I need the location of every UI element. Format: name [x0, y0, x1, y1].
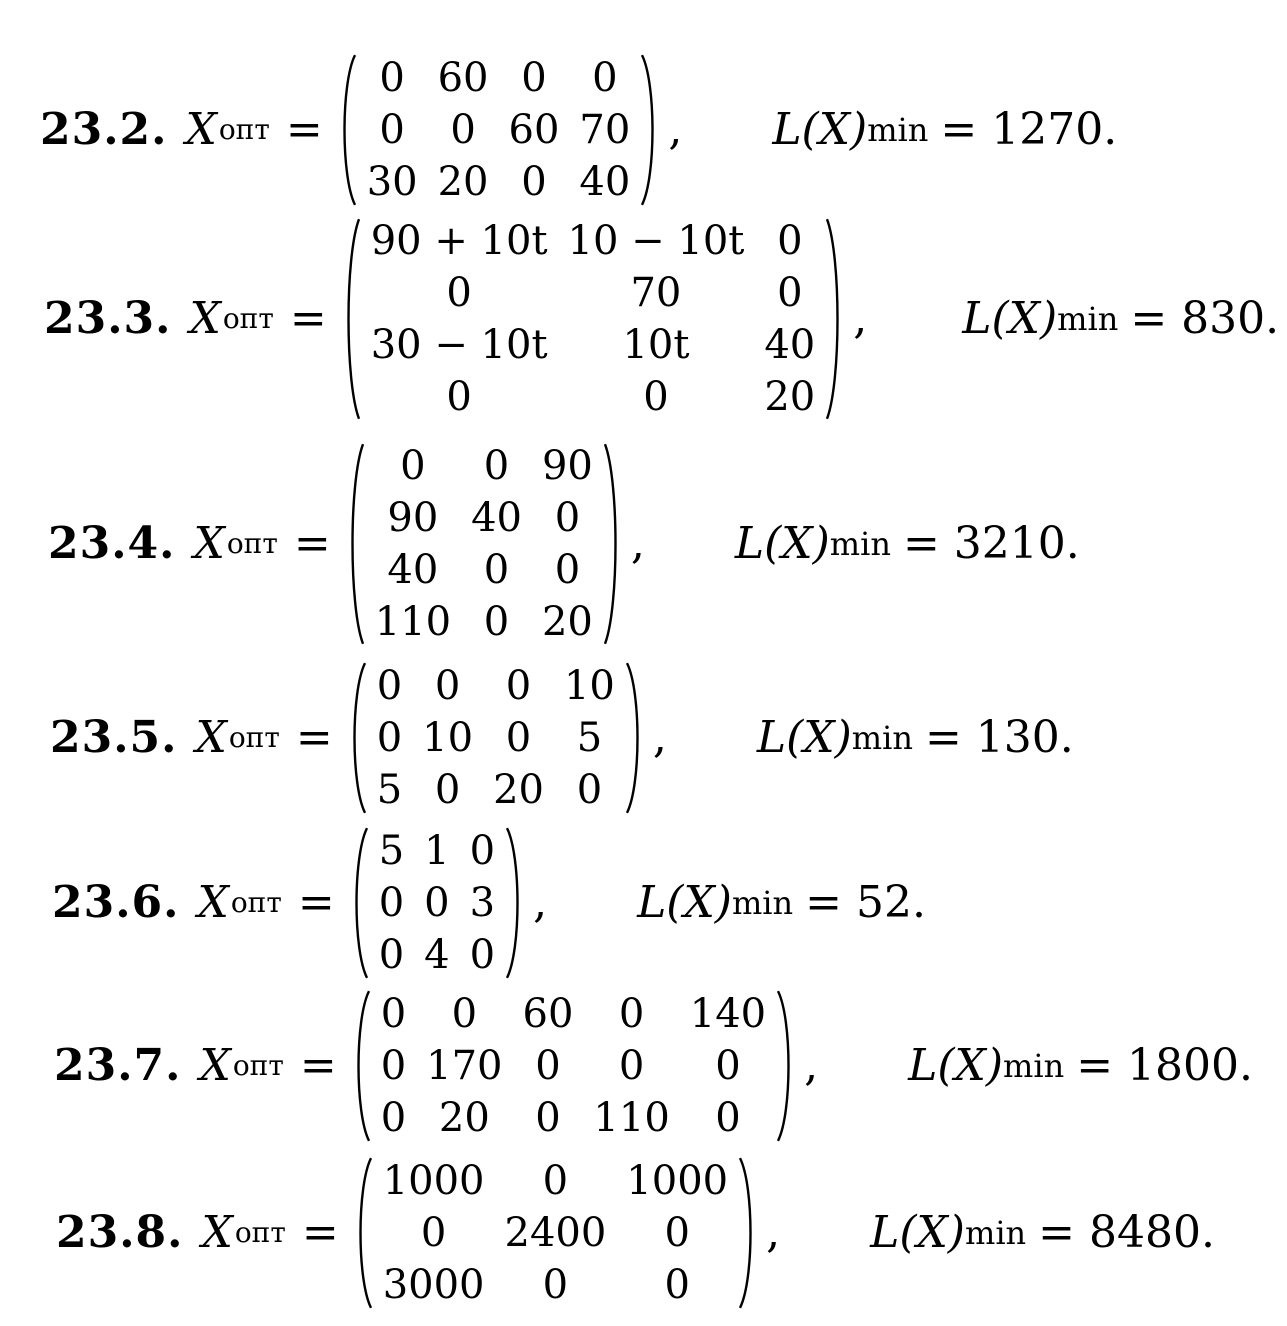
matrix-cell: 20 [541, 599, 593, 645]
matrix-cell: 0 [380, 991, 407, 1037]
subscript-opt: опт [218, 113, 270, 146]
answer-row [56, 1155, 1215, 1311]
right-paren-icon [738, 1155, 756, 1311]
equals-sign: = [289, 293, 327, 344]
matrix-cell: 0 [664, 1210, 690, 1256]
matrix-cell: 0 [400, 443, 426, 489]
left-paren-icon [353, 988, 371, 1144]
matrix-cell: 0 [521, 55, 547, 101]
matrix-cell: 0 [378, 932, 405, 978]
matrix-cell: 90 + 10t [370, 218, 548, 264]
matrix-cell: 30 [366, 159, 418, 205]
matrix-cell: 0 [535, 1043, 561, 1089]
matrix-cell: 0 [777, 218, 803, 264]
solution-matrix [339, 52, 659, 208]
matrix-cell: 90 [541, 443, 593, 489]
subscript-opt: опт [222, 302, 274, 335]
objective-value: = 3210. [902, 518, 1080, 569]
matrix-cell: 20 [764, 374, 816, 420]
answer-row [50, 660, 1074, 816]
matrix-cell: 0 [434, 663, 461, 709]
right-paren-icon [505, 825, 523, 981]
matrix-row [357, 104, 641, 156]
matrix-cells [361, 215, 826, 423]
matrix-cell: 0 [380, 1095, 407, 1141]
matrix-cell: 110 [593, 1095, 670, 1141]
matrix-cell: 60 [508, 107, 560, 153]
matrix-cell: 0 [554, 495, 581, 541]
objective-value: = 130. [924, 712, 1074, 763]
matrix-cell: 1 [424, 828, 450, 874]
objective-label: L(X) [870, 1207, 965, 1258]
matrix-cell: 0 [469, 828, 496, 874]
variable-x: X [189, 293, 221, 344]
variable-x: X [185, 104, 217, 155]
min-subscript: min [1057, 300, 1119, 338]
matrix-row [371, 988, 776, 1040]
min-subscript: min [731, 884, 794, 922]
matrix-cell: 0 [420, 1210, 447, 1256]
answer-row [54, 988, 1253, 1144]
matrix-row [357, 156, 641, 208]
matrix-cell: 0 [505, 715, 532, 761]
matrix-cell: 70 [630, 270, 682, 316]
matrix-cell: 0 [554, 547, 581, 593]
matrix-cell: 0 [505, 663, 532, 709]
right-paren-icon [625, 660, 643, 816]
matrix-cell: 0 [376, 663, 403, 709]
answer-row [52, 825, 926, 981]
matrix-cell: 70 [579, 107, 631, 153]
matrix-cell: 3000 [382, 1262, 485, 1308]
matrix-row [365, 544, 603, 596]
matrix-cell: 140 [689, 991, 767, 1037]
matrix-cell: 10 [563, 663, 615, 709]
objective-label: L(X) [637, 877, 732, 928]
matrix-cell: 0 [542, 1158, 569, 1204]
left-paren-icon [347, 440, 365, 648]
matrix-cell: 1000 [626, 1158, 729, 1204]
matrix-cell: 0 [378, 880, 405, 926]
matrix-row [371, 1040, 776, 1092]
matrix-row [369, 877, 505, 929]
min-subscript: min [851, 719, 913, 757]
matrix-cells [365, 440, 603, 648]
matrix-cell: 60 [437, 55, 489, 101]
objective-value: = 1800. [1076, 1040, 1254, 1091]
equals-sign: = [301, 1207, 339, 1258]
matrix-cell: 0 [521, 159, 547, 205]
matrix-cell: 0 [450, 107, 476, 153]
matrix-cell: 0 [446, 374, 472, 420]
objective-value: = 1270. [940, 104, 1118, 155]
matrix-cell: 1000 [382, 1158, 485, 1204]
matrix-row [365, 596, 603, 648]
min-subscript: min [964, 1214, 1027, 1252]
matrix-row [361, 371, 826, 423]
matrix-cell: 10 [422, 715, 474, 761]
right-paren-icon [825, 215, 843, 423]
matrix-cell: 0 [483, 443, 510, 489]
matrix-row [369, 825, 505, 877]
comma: , [630, 518, 645, 569]
right-paren-icon [603, 440, 621, 648]
matrix-row [371, 1092, 776, 1144]
comma: , [804, 1040, 819, 1091]
matrix-cell: 10t [622, 322, 690, 368]
objective-value: = 830. [1130, 293, 1280, 344]
matrix-row [373, 1207, 738, 1259]
variable-x: X [195, 712, 227, 763]
comma: , [853, 293, 868, 344]
min-subscript: min [829, 525, 891, 563]
matrix-cell: 0 [380, 1043, 407, 1089]
answer-row [44, 215, 1279, 423]
matrix-cell: 20 [438, 1095, 490, 1141]
matrix-cell: 3 [469, 880, 496, 926]
equals-sign: = [293, 518, 331, 569]
subscript-opt: опт [226, 527, 278, 560]
matrix-cell: 40 [764, 322, 816, 368]
matrix-cell: 60 [522, 991, 574, 1037]
min-subscript: min [1003, 1047, 1065, 1085]
solution-matrix [347, 440, 621, 648]
problem-number: 23.8. [56, 1207, 184, 1258]
solution-matrix [355, 1155, 756, 1311]
comma: , [533, 877, 548, 928]
matrix-cell: 0 [643, 374, 669, 420]
matrix-cell: 0 [777, 270, 803, 316]
equals-sign: = [297, 877, 335, 928]
comma: , [766, 1207, 781, 1258]
objective-value: = 8480. [1038, 1207, 1215, 1258]
matrix-cell: 0 [451, 991, 478, 1037]
matrix-cell: 0 [469, 932, 496, 978]
matrix-cell: 5 [576, 715, 603, 761]
matrix-cell: 0 [446, 270, 472, 316]
matrix-cell: 0 [592, 55, 618, 101]
matrix-row [367, 712, 625, 764]
problem-number: 23.5. [50, 712, 178, 763]
matrix-row [367, 660, 625, 712]
subscript-opt: опт [230, 886, 282, 919]
variable-x: X [199, 1040, 231, 1091]
matrix-cell: 0 [535, 1095, 561, 1141]
objective-label: L(X) [734, 518, 830, 569]
solution-matrix [343, 215, 844, 423]
matrix-cell: 5 [378, 828, 405, 874]
matrix-cell: 30 − 10t [370, 322, 548, 368]
left-paren-icon [355, 1155, 373, 1311]
variable-x: X [201, 1207, 233, 1258]
matrix-cell: 10 − 10t [567, 218, 745, 264]
matrix-cell: 0 [379, 107, 405, 153]
matrix-cell: 0 [715, 1043, 741, 1089]
matrix-cell: 0 [379, 55, 405, 101]
matrix-cell: 40 [579, 159, 631, 205]
solution-matrix [353, 988, 794, 1144]
equals-sign: = [299, 1040, 337, 1091]
solution-matrix [349, 660, 643, 816]
matrix-cells [357, 52, 641, 208]
matrix-cell: 0 [424, 880, 450, 926]
problem-number: 23.4. [48, 518, 176, 569]
solution-matrix [351, 825, 523, 981]
matrix-cells [373, 1155, 738, 1311]
matrix-cell: 20 [437, 159, 489, 205]
equals-sign: = [295, 712, 333, 763]
matrix-cell: 90 [387, 495, 439, 541]
matrix-cell: 170 [426, 1043, 503, 1089]
answer-row [40, 52, 1117, 208]
matrix-cell: 0 [618, 1043, 645, 1089]
matrix-cells [369, 825, 505, 981]
problem-number: 23.7. [54, 1040, 182, 1091]
matrix-row [357, 52, 641, 104]
matrix-row [365, 492, 603, 544]
comma: , [668, 104, 683, 155]
objective-label: L(X) [756, 712, 852, 763]
matrix-cells [371, 988, 776, 1144]
variable-x: X [197, 877, 229, 928]
matrix-row [369, 929, 505, 981]
matrix-row [373, 1155, 738, 1207]
matrix-cell: 0 [542, 1262, 569, 1308]
matrix-row [365, 440, 603, 492]
matrix-cells [367, 660, 625, 816]
subscript-opt: опт [234, 1216, 286, 1249]
problem-number: 23.3. [44, 293, 172, 344]
left-paren-icon [351, 825, 369, 981]
objective-label: L(X) [962, 293, 1058, 344]
matrix-cell: 0 [376, 715, 403, 761]
left-paren-icon [343, 215, 361, 423]
objective-label: L(X) [772, 104, 868, 155]
subscript-opt: опт [228, 721, 280, 754]
right-paren-icon [640, 52, 658, 208]
matrix-cell: 0 [434, 767, 461, 813]
answer-row [48, 440, 1080, 648]
left-paren-icon [349, 660, 367, 816]
matrix-cell: 110 [374, 599, 452, 645]
matrix-row [373, 1259, 738, 1311]
matrix-cell: 0 [576, 767, 603, 813]
matrix-cell: 40 [387, 547, 439, 593]
matrix-cell: 40 [471, 495, 522, 541]
matrix-cell: 0 [483, 599, 510, 645]
matrix-row [367, 764, 625, 816]
matrix-cell: 0 [664, 1262, 690, 1308]
subscript-opt: опт [232, 1049, 284, 1082]
objective-label: L(X) [908, 1040, 1004, 1091]
matrix-cell: 0 [483, 547, 510, 593]
matrix-row [361, 215, 826, 267]
matrix-cell: 2400 [504, 1210, 607, 1256]
matrix-cell: 20 [493, 767, 544, 813]
objective-value: = 52. [805, 877, 926, 928]
matrix-cell: 0 [715, 1095, 741, 1141]
problem-number: 23.2. [40, 104, 168, 155]
right-paren-icon [776, 988, 794, 1144]
comma: , [652, 712, 667, 763]
matrix-cell: 5 [376, 767, 403, 813]
min-subscript: min [867, 111, 929, 149]
matrix-cell: 4 [424, 932, 450, 978]
matrix-row [361, 319, 826, 371]
left-paren-icon [339, 52, 357, 208]
matrix-cell: 0 [618, 991, 645, 1037]
variable-x: X [193, 518, 225, 569]
equals-sign: = [285, 104, 323, 155]
problem-number: 23.6. [52, 877, 180, 928]
matrix-row [361, 267, 826, 319]
